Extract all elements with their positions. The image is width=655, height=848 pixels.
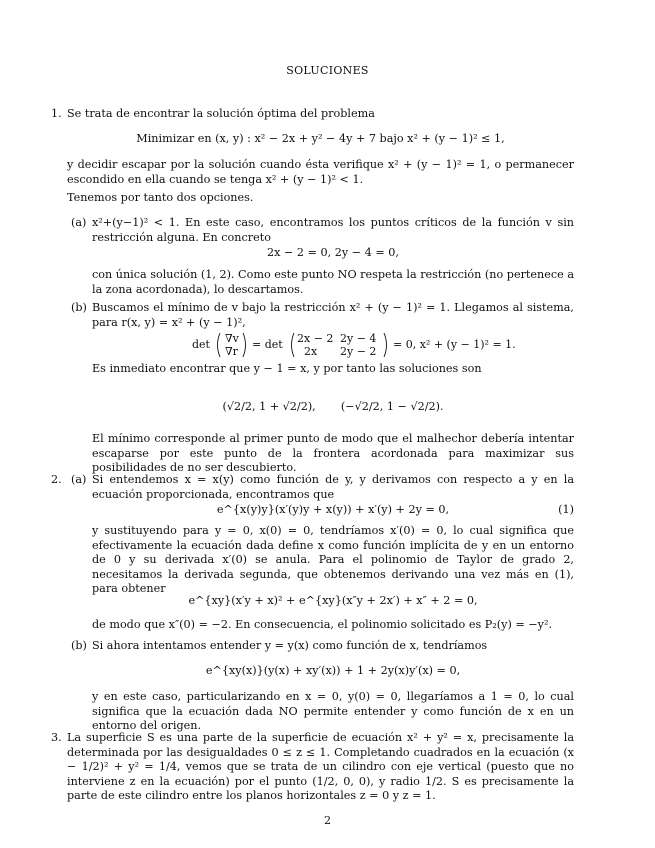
determinant-equation-svg [190,330,520,360]
item-1a-conclusion: con única solución (1, 2). Como este punto NO respeta la restricción (no pertenece a la zona acordonada), lo descartamos. [92,268,574,296]
solution-2: (−√2/2, 1 − √2/2). [340,400,444,413]
item-1b-label: (b) [71,301,87,314]
item-2a-label: (a) [71,473,87,486]
section-2-number: 2. [51,473,62,486]
section-1-paragraph: y decidir escapar por la solución cuando ésta verifique x² + (y − 1)² = 1, o permanecer escondido en ella cuando se tenga x² + (y − 1)² < 1. [67,158,574,186]
item-2b-label: (b) [71,639,87,652]
equation-1-number: (1) [558,503,574,516]
det-label-2: = det [252,338,283,351]
left-paren-1 [218,333,221,357]
right-paren-1 [243,333,246,357]
item-1b-text: Buscamos el mínimo de v bajo la restricción x² + (y − 1)² = 1. Llegamos al sistema, para r(x, y) = x² + (y − 1)², [92,301,574,329]
section-1-intro: Se trata de encontrar la solución óptima del problema [67,107,375,120]
matrix-m12: 2y − 4 [340,332,377,345]
item-2b-conclusion: y en este caso, particularizando en x = 0, y(0) = 0, llegaríamos a 1 = 0, lo cual significa que la ecuación dada NO permite entender y como función de x en un entorno del origen. [92,690,574,733]
matrix-m21: 2x [304,345,318,358]
item-2a-text-2: y sustituyendo para y = 0, x(0) = 0, tendríamos x′(0) = 0, lo cual significa que efectivamente la ecuación dada define x como función implícita de y en un entorno de 0 y su derivada x′(0) se anula. Para el polinomio de Taylor de grado 2, necesitamos la derivada segunda, que obtenemos derivando una vez más en (1), para obtener [92,524,574,596]
matrix-m22: 2y − 2 [340,345,377,358]
item-1b-solutions [92,400,574,415]
det-suffix: = 0, x² + (y − 1)² = 1. [393,338,516,351]
item-2a-conclusion: de modo que x″(0) = −2. En consecuencia, el polinomio solicitado es P₂(y) = −y². [92,618,553,631]
item-1b-text-2: Es inmediato encontrar que y − 1 = x, y por tanto las soluciones son [92,362,482,375]
solution-1: (√2/2, 1 + √2/2), [222,400,316,413]
item-2b-text: Si ahora intentamos entender y = y(x) como función de x, tendríamos [92,639,488,652]
item-1b-conclusion: El mínimo corresponde al primer punto de modo que el malhechor debería intentar escaparse por este punto de la frontera acordonada para maximizar sus posibilidades de no ser descubierto. [92,432,574,475]
section-3-text: La superficie S es una parte de la superficie de ecuación x² + y² = x, precisamente la determinada por las desigualdades 0 ≤ z ≤ 1. Completando cuadrados en la ecuación (x − 1/2)² + y² = 1/4, vemos que se trata de un cilindro con eje vertical (puesto que no interviene z en la ecuación) por el punto (1/2, 0, 0), y radio 1/2. S es precisamente la parte de este cilindro entre los planos horizontales z = 0 y z = 1. [67,731,574,803]
page-number: 2 [323,814,332,827]
matrix-m11: 2x − 2 [297,332,334,345]
item-2a-equation-1: e^{x(y)y}(x′(y)y + x(y)) + x′(y) + 2y = 0, [216,503,450,516]
section-1-number: 1. [51,107,62,120]
left-paren-2 [292,333,295,357]
item-2a-equation-2: e^{xy}(x′y + x)² + e^{xy}(x″y + 2x′) + x″ + 2 = 0, [188,594,478,607]
item-1a-text: x²+(y−1)² < 1. En este caso, encontramos los puntos críticos de la función v sin restricción alguna. En concreto [92,216,574,244]
item-1a-equation: 2x − 2 = 0, 2y − 4 = 0, [267,246,399,259]
right-paren-2 [384,333,387,357]
section-1-problem-equation: Minimizar en (x, y) : x² − 2x + y² − 4y + 7 bajo x² + (y − 1)² ≤ 1, [136,132,505,145]
item-2b-equation: e^{xy(x)}(y(x) + xy′(x)) + 1 + 2y(x)y′(x) = 0, [205,664,461,677]
item-2a-text: Si entendemos x = x(y) como función de y, y derivamos con respecto a y en la ecuación proporcionada, encontramos que [92,473,574,501]
grad-v: ∇v [225,332,239,345]
item-1a-label: (a) [71,216,87,229]
section-3-number: 3. [51,731,62,744]
item-1b-determinant-equation [190,330,520,360]
section-1-options: Tenemos por tanto dos opciones. [67,191,254,204]
page-title: SOLUCIONES [286,64,369,77]
det-label-1: det [192,338,210,351]
grad-r: ∇r [225,345,238,358]
